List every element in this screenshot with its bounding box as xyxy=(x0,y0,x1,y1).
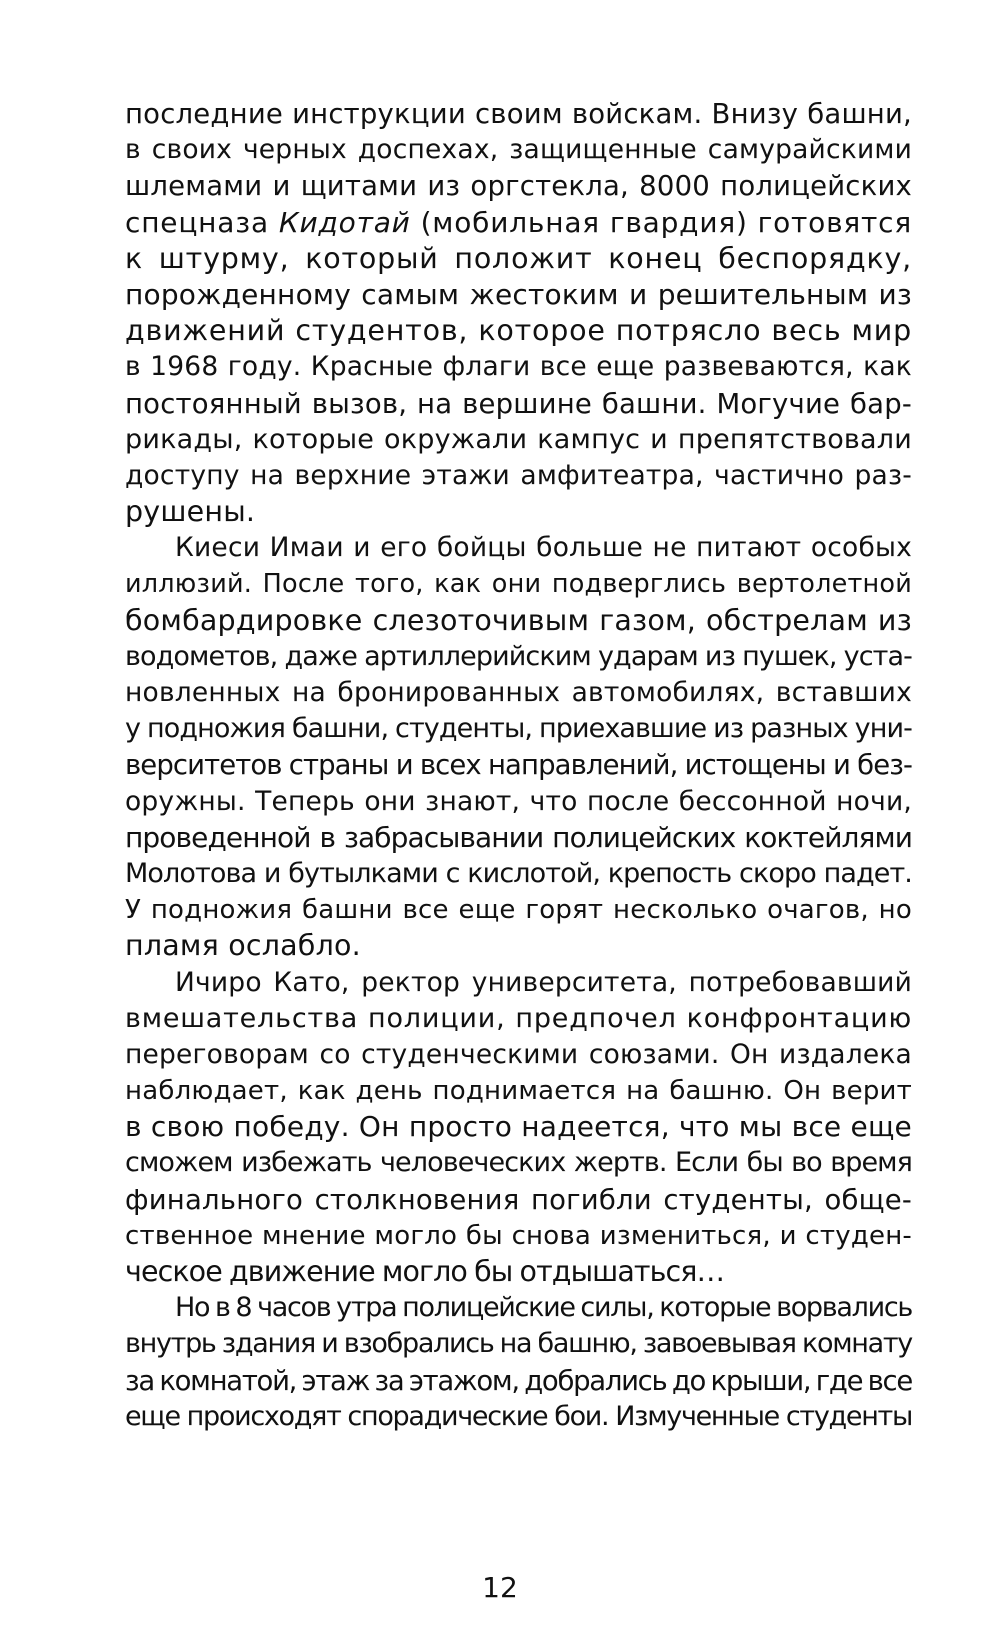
text-line: рикады, которые окружали кампус и препятствовали xyxy=(125,423,912,455)
text-fragment: спецназа xyxy=(125,205,279,239)
text-line: в 1968 году. Красные флаги все еще развеваются, как xyxy=(125,351,912,383)
text-line: у подножия башни, студенты, приехавшие из разных уни- xyxy=(125,713,912,745)
text-line: Киеси Имаи и его бойцы больше не питают особых xyxy=(175,532,912,564)
emphasis-term: Кидотай xyxy=(278,205,411,239)
text-line: переговорам со студенческими союзами. Он издалека xyxy=(125,1038,912,1070)
text-line: оружны. Теперь они знают, что после бессонной ночи, xyxy=(125,785,912,817)
text-line: новленных на бронированных автомобилях, вставших xyxy=(125,677,912,708)
text-fragment: (мобильная гвардия) готовятся xyxy=(410,205,912,239)
text-line: постоянный вызов, на вершине башни. Могучие бар- xyxy=(125,387,912,420)
text-line: последние инструкции своим войскам. Внизу башни, xyxy=(125,98,912,130)
paragraph-1 xyxy=(125,96,912,530)
text-line: еще происходят спорадические бои. Измученные студенты xyxy=(125,1400,912,1432)
text-line: водометов, даже артиллерийским ударам из пушек, уста- xyxy=(125,640,912,672)
text-line: шлемами и щитами из оргстекла, 8000 полицейских xyxy=(125,170,912,203)
paragraph-3 xyxy=(125,965,912,1291)
text-line: рушены. xyxy=(125,495,256,529)
text-line: пламя ослабло. xyxy=(125,929,361,963)
text-line: доступу на верхние этажи амфитеатра, частично раз- xyxy=(125,459,912,491)
text-line: Ичиро Като, ректор университета, потребовавший xyxy=(175,966,912,998)
text-line: ческое движение могло бы отдышаться… xyxy=(125,1255,725,1288)
text-line: в своих черных доспехах, защищенные самурайскими xyxy=(125,134,912,166)
text-line: за комнатой, этаж за этажом, добрались до крыши, где все xyxy=(125,1364,912,1397)
text-line: в свою победу. Он просто надеется, что мы все еще xyxy=(125,1110,912,1144)
text-line: порожденному самым жестоким и решительным из xyxy=(125,277,912,311)
text-line: бомбардировке слезоточивым газом, обстрелам из xyxy=(125,603,912,637)
text-line: к штурму, который положит конец беспорядку, xyxy=(125,241,912,275)
text-line: иллюзий. После того, как они подверглись вертолетной xyxy=(125,569,912,600)
text-line-with-emphasis xyxy=(125,205,912,241)
text-line: проведенной в забрасывании полицейских коктейлями xyxy=(125,820,912,854)
text-line: Но в 8 часов утра полицейские силы, которые ворвались xyxy=(175,1292,912,1324)
paragraph-2 xyxy=(125,530,912,964)
text-line: Молотова и бутылками с кислотой, крепость скоро падет. xyxy=(125,857,912,889)
text-line: вмешательства полиции, предпочел конфронтацию xyxy=(125,1002,912,1034)
text-line: У подножия башни все еще горят несколько очагов, но xyxy=(125,895,912,926)
text-line: верситетов страны и всех направлений, истощены и без- xyxy=(125,749,912,782)
text-line: движений студентов, которое потрясло весь мир xyxy=(125,314,912,348)
page-number: 12 xyxy=(482,1571,518,1604)
text-line: внутрь здания и взобрались на башню, завоевывая комнату xyxy=(125,1328,912,1360)
paragraph-4 xyxy=(125,1290,912,1435)
text-line: наблюдает, как день поднимается на башню. Он верит xyxy=(125,1076,912,1107)
page-body xyxy=(125,96,912,1435)
text-line: сможем избежать человеческих жертв. Если бы во время xyxy=(125,1147,912,1179)
text-line: ственное мнение могло бы снова измениться, и студен- xyxy=(125,1220,912,1251)
text-line: финального столкновения погибли студенты, обще- xyxy=(125,1183,912,1216)
